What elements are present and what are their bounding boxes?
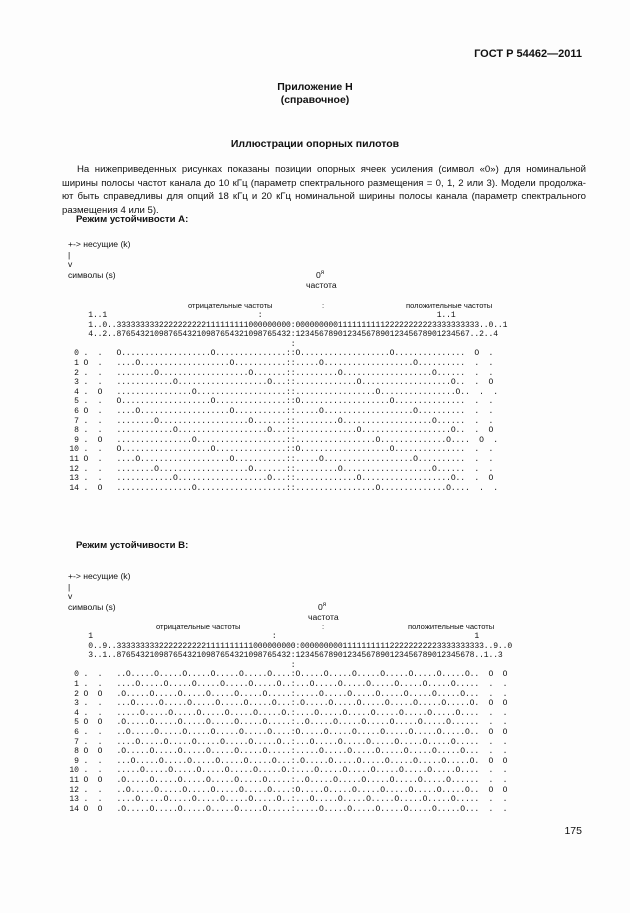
appendix-subtitle: (справочное): [280, 94, 350, 106]
mode-a-negative-label: отрицательные частоты: [188, 301, 273, 310]
mode-b-title: Режим устойчивости В:: [76, 540, 189, 551]
mode-a-pilot-grid: 1..1 : 1..1 1..0..3333333332222222222111111111000000000:000000000111111111122222222223333333333..0..1 4..2..8765432109876543210987654321098765432:1234567890123456789012345678901234567..2..4 : 0 . . O...................O...............::O...................O............... O . 1 O . ....O...................O...........::.....O...................O.......... . . 2 . . ........O...................O.......::.........O...................O...... . . 3 . . ............O...................O...::.............O...................O.. . O 4 . O ................O...................::.................O................O.. . . 5 . . O...................O...............::O...................O............... . . 6 O . ....O...................O...........::.....O...................O.......... . . 7 . . ........O...................O.......::.........O...................O...... . . 8 . . ............O...................O...::.............O...................O.. . O 9 . O ................O...................::.................O..............O.... O . 10 . . O...................O...............::O...................O............... . . 11 O . ....O...................O...........::.....O...................O.......... . . 12 . . ........O...................O.......::.........O...................O...... . . 13 . . ............O...................O...::.............O...................O.. . O 14 . O ................O...................::.................O..............O.... . .: [69, 311, 508, 493]
appendix-title: Приложение Н: [277, 81, 353, 93]
mode-a-title: Режим устойчивости А:: [76, 214, 189, 225]
mode-a-zero-frequency: $0^я$: [316, 269, 325, 280]
mode-b-center-colon: :: [322, 622, 325, 631]
mode-b-axis-bar: |: [68, 582, 71, 592]
mode-a-center-colon: :: [322, 301, 325, 310]
mode-b-axis-arrow: v: [68, 591, 73, 601]
standard-number: ГОСТ Р 54462—2011: [474, 48, 582, 60]
page-number: 175: [564, 825, 582, 837]
mode-a-carriers-label: +-> несущие (k): [68, 239, 131, 249]
mode-b-symbols-label: символы (s): [68, 602, 116, 612]
mode-b-negative-label: отрицательные частоты: [156, 622, 241, 631]
intro-paragraph: На нижеприведенных рисунках показаны позиции опорных ячеек усиления (символ «0») для номинальной ширины полосы частот канала до 10 кГц (параметр спектрального размещения = 0, 1, 2 или 3). Модели продолжа-ют быть справедливы для опций 18 кГц и 20 кГц номинальной ширины полосы канала (параметр спектрального размещения 4 или 5).: [62, 164, 586, 216]
mode-a-frequency-label: частота: [306, 280, 337, 290]
mode-b-carriers-label: +-> несущие (k): [68, 571, 131, 581]
mode-a-axis-bar: |: [68, 250, 71, 260]
mode-b-frequency-label: частота: [308, 612, 339, 622]
mode-b-positive-label: положительные частоты: [408, 622, 495, 631]
mode-b-zero-frequency: $0^я$: [318, 601, 327, 612]
mode-a-symbols-label: символы (s): [68, 270, 116, 280]
mode-a-positive-label: положительные частоты: [406, 301, 493, 310]
mode-b-pilot-grid: 1 : 1 0..9..33333333322222222221111111111000000000:000000000111111111122222222223333333333..9..0 3..1..8765432109876543210987654321098765432:12345678901234567890123456789012345678..1..3 : 0 . . ..O.....O.....O.....O.....O.....O....:O.....O.....O.....O.....O.....O.....O.. O O 1 . . ....O.....O.....O.....O.....O.....O..:...O.....O.....O.....O.....O.....O..... . . 2 O O .O.....O.....O.....O.....O.....O.....:.....O.....O.....O.....O.....O.....O... . . 3 . . ...O.....O.....O.....O.....O.....O...:.O.....O.....O.....O.....O.....O.....O. O O 4 . . .....O.....O.....O.....O.....O.....O.:....O.....O.....O.....O.....O.....O.... . . 5 O O .O.....O.....O.....O.....O.....O.....:..O.....O.....O.....O.....O.....O...... . . 6 . . ..O.....O.....O.....O.....O.....O....:O.....O.....O.....O.....O.....O.....O.. O O 7 . . ....O.....O.....O.....O.....O.....O..:...O.....O.....O.....O.....O.....O..... . . 8 O O .O.....O.....O.....O.....O.....O.....:.....O.....O.....O.....O.....O.....O... . . 9 . . ...O.....O.....O.....O.....O.....O...:.O.....O.....O.....O.....O.....O.....O. O O 10 . . .....O.....O.....O.....O.....O.....O.:....O.....O.....O.....O.....O.....O.... . . 11 O O .O.....O.....O.....O.....O.....O.....:..O.....O.....O.....O.....O.....O...... . . 12 . . ..O.....O.....O.....O.....O.....O....:O.....O.....O.....O.....O.....O.....O.. O O 13 . . ....O.....O.....O.....O.....O.....O..:...O.....O.....O.....O.....O.....O..... . . 14 O O .O.....O.....O.....O.....O.....O.....:.....O.....O.....O.....O.....O.....O... . .: [69, 632, 513, 814]
section-heading: Иллюстрации опорных пилотов: [230, 138, 400, 150]
mode-a-axis-arrow: v: [68, 259, 73, 269]
